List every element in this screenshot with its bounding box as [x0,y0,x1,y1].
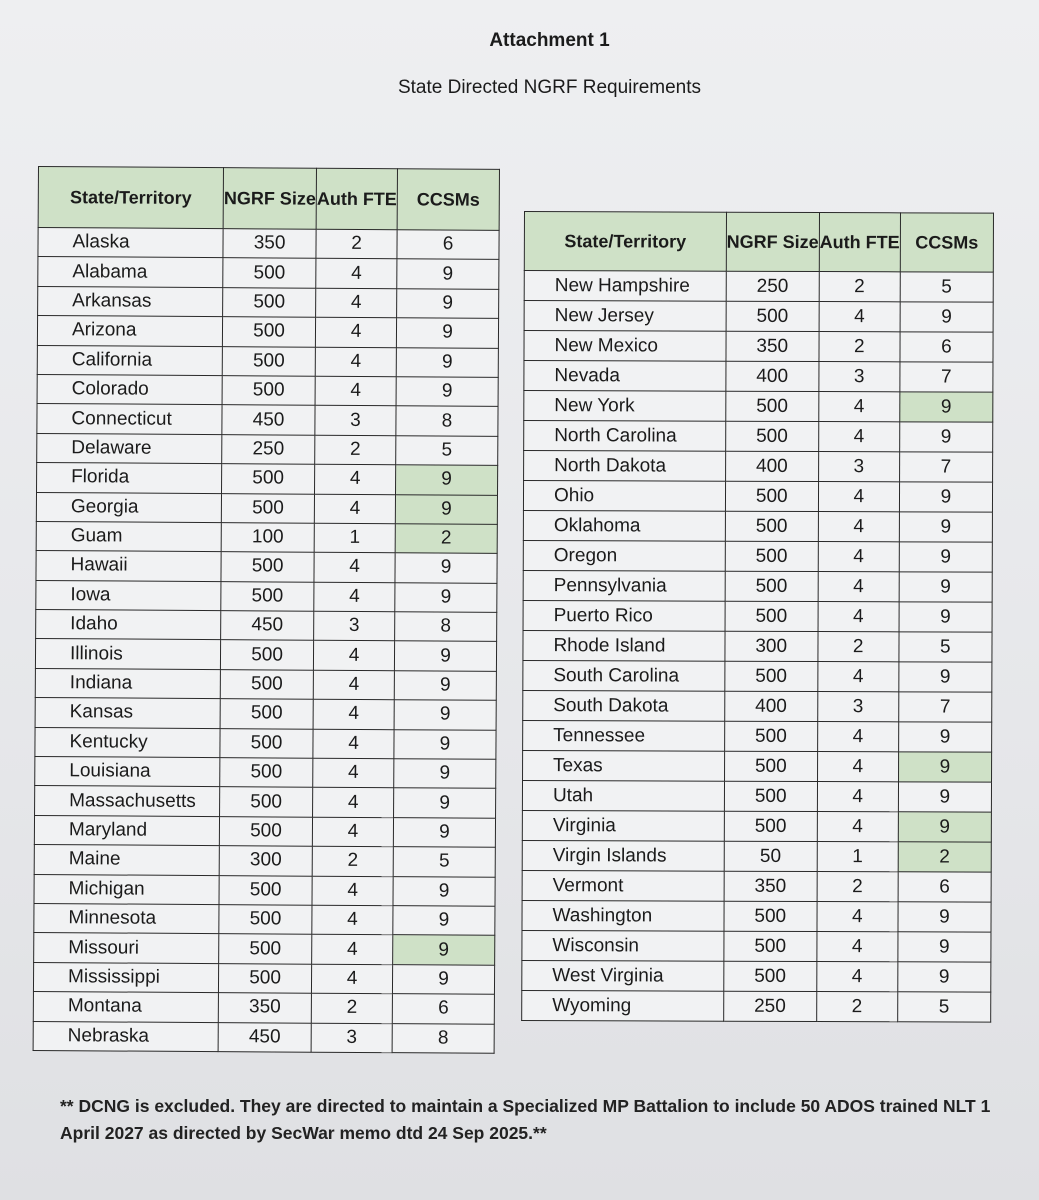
header-auth-fte: Auth FTE [819,213,900,272]
ccsms-cell: 8 [392,1023,494,1053]
ccsms-cell: 9 [899,662,992,692]
ngrf-size-cell: 500 [725,541,818,571]
table-row [523,540,992,572]
ccsms-cell: 7 [900,362,993,392]
auth-fte-cell: 4 [315,317,396,347]
state-cell: Montana [33,992,218,1023]
state-cell: Utah [522,780,724,811]
auth-fte-cell: 4 [312,817,393,847]
ccsms-cell: 9 [900,392,993,422]
ccsms-cell: 7 [898,692,991,722]
table-row [524,361,993,393]
ngrf-size-cell: 250 [222,434,315,464]
table-row [35,639,496,671]
ngrf-size-cell: 500 [724,931,817,961]
auth-fte-cell: 2 [312,846,393,876]
auth-fte-cell: 4 [314,494,395,524]
auth-fte-cell: 4 [313,788,394,818]
table-row [35,698,496,730]
table-row [523,750,992,782]
auth-fte-cell: 4 [313,699,394,729]
table-row [34,815,495,847]
ngrf-size-cell: 500 [219,905,312,935]
ccsms-cell: 2 [898,842,991,872]
ngrf-size-cell: 500 [219,816,312,846]
ngrf-size-cell: 250 [726,271,819,301]
state-cell: New Mexico [524,331,726,362]
ccsms-cell: 9 [898,722,991,752]
state-cell: Oregon [523,540,725,571]
table-row [524,421,993,453]
ccsms-cell: 5 [900,272,993,302]
ngrf-size-cell: 500 [725,601,818,631]
header-ngrf-size: NGRF Size [223,168,316,230]
auth-fte-cell: 4 [316,288,397,318]
ngrf-size-cell: 350 [223,229,316,259]
ngrf-size-cell: 500 [221,552,314,582]
table-row [522,900,991,932]
table-row [38,228,499,260]
table-row [523,600,992,632]
auth-fte-cell: 4 [818,482,899,512]
auth-fte-cell: 4 [315,376,396,406]
table-row [522,930,991,962]
state-cell: Missouri [34,933,219,964]
ccsms-cell: 9 [396,465,498,495]
state-cell: Puerto Rico [523,600,725,631]
auth-fte-cell: 3 [818,452,899,482]
table-body-left [33,228,499,1054]
auth-fte-cell: 4 [817,962,898,992]
ngrf-size-cell: 450 [222,405,315,435]
ngrf-size-cell: 500 [726,301,819,331]
header-state: State/Territory [524,212,726,272]
ngrf-size-cell: 400 [726,361,819,391]
table-row [522,780,991,812]
table-row [522,840,991,872]
table-row [37,345,498,377]
ccsms-cell: 9 [898,932,991,962]
header-auth-fte: Auth FTE [316,168,397,229]
ngrf-size-cell: 500 [220,758,313,788]
state-cell: Guam [36,521,221,552]
ngrf-size-cell: 100 [221,523,314,553]
state-cell: Idaho [36,610,221,641]
table-row [33,962,494,994]
state-cell: Connecticut [37,404,222,435]
auth-fte-cell: 2 [816,992,897,1022]
auth-fte-cell: 4 [818,422,899,452]
ccsms-cell: 9 [396,318,498,348]
auth-fte-cell: 4 [817,812,898,842]
table-row [38,257,499,289]
state-cell: Wyoming [522,990,724,1021]
auth-fte-cell: 4 [818,542,899,572]
state-cell: Rhode Island [523,630,725,661]
table-row [523,690,992,722]
auth-fte-cell: 4 [817,722,898,752]
ccsms-cell: 9 [395,553,497,583]
ccsms-cell: 9 [898,752,991,782]
state-cell: Iowa [36,580,221,611]
state-cell: Arizona [37,316,222,347]
ccsms-cell: 9 [397,288,499,318]
state-cell: Kansas [35,698,220,729]
header-state: State/Territory [38,167,223,229]
ccsms-cell: 5 [899,632,992,662]
ccsms-cell: 9 [395,494,497,524]
requirements-table-left [33,166,500,1054]
state-cell: Washington [522,900,724,931]
state-cell: Mississippi [33,962,218,993]
requirements-table-right [521,211,994,1023]
ccsms-cell: 9 [394,759,496,789]
auth-fte-cell: 4 [315,464,396,494]
table-row [522,870,991,902]
state-cell: Texas [523,750,725,781]
table-row [36,521,497,553]
table-body-right [522,271,994,1023]
ngrf-size-cell: 500 [221,581,314,611]
auth-fte-cell: 1 [817,842,898,872]
auth-fte-cell: 4 [817,752,898,782]
ccsms-cell: 9 [899,542,992,572]
auth-fte-cell: 4 [313,641,394,671]
auth-fte-cell: 4 [312,876,393,906]
auth-fte-cell: 2 [817,872,898,902]
auth-fte-cell: 4 [314,582,395,612]
ngrf-size-cell: 350 [726,331,819,361]
auth-fte-cell: 4 [817,902,898,932]
auth-fte-cell: 4 [313,670,394,700]
ngrf-size-cell: 500 [222,317,315,347]
state-cell: Kentucky [35,727,220,758]
state-cell: Illinois [35,639,220,670]
auth-fte-cell: 4 [818,572,899,602]
ccsms-cell: 9 [394,671,496,701]
auth-fte-cell: 4 [819,392,900,422]
ngrf-size-cell: 500 [221,493,314,523]
ccsms-cell: 6 [397,230,499,260]
state-cell: Virginia [522,810,724,841]
table-row [37,374,498,406]
ccsms-cell: 9 [898,902,991,932]
ccsms-cell: 9 [393,906,495,936]
table-row [523,510,992,542]
state-cell: Pennsylvania [523,570,725,601]
ccsms-cell: 9 [396,377,498,407]
ccsms-cell: 9 [898,782,991,812]
auth-fte-cell: 2 [818,632,899,662]
state-cell: Georgia [36,492,221,523]
state-cell: New Jersey [524,301,726,332]
auth-fte-cell: 2 [311,993,392,1023]
ngrf-size-cell: 400 [724,691,817,721]
auth-fte-cell: 3 [311,1023,392,1053]
state-cell: Nevada [524,361,726,392]
state-cell: Minnesota [34,903,219,934]
auth-fte-cell: 4 [819,302,900,332]
auth-fte-cell: 2 [315,435,396,465]
auth-fte-cell: 4 [313,729,394,759]
table-row [523,481,992,513]
ngrf-size-cell: 500 [220,669,313,699]
table-row [523,660,992,692]
ngrf-size-cell: 500 [724,961,817,991]
ngrf-size-cell: 500 [222,464,315,494]
ccsms-cell: 9 [899,602,992,632]
auth-fte-cell: 1 [314,523,395,553]
table-row [35,727,496,759]
ngrf-size-cell: 500 [223,287,316,317]
auth-fte-cell: 2 [819,332,900,362]
ngrf-size-cell: 500 [223,258,316,288]
header-ccsms: CCSMs [900,213,993,272]
state-cell: Indiana [35,668,220,699]
table-row [522,960,991,992]
ngrf-size-cell: 500 [222,346,315,376]
state-cell: Maryland [34,815,219,846]
state-cell: Massachusetts [35,786,220,817]
table-row [522,990,991,1022]
auth-fte-cell: 3 [817,692,898,722]
ccsms-cell: 9 [395,582,497,612]
auth-fte-cell: 4 [818,602,899,632]
auth-fte-cell: 2 [316,229,397,259]
ccsms-cell: 9 [397,259,499,289]
ngrf-size-cell: 500 [222,376,315,406]
auth-fte-cell: 4 [314,552,395,582]
state-cell: Nebraska [33,1021,218,1052]
state-cell: Hawaii [36,551,221,582]
table-row [524,391,993,423]
ngrf-size-cell: 300 [725,631,818,661]
auth-fte-cell: 4 [817,782,898,812]
table-row [33,1021,494,1053]
table-row [34,933,495,965]
ngrf-size-cell: 500 [725,661,818,691]
footnote: ** DCNG is excluded. They are directed to maintain a Specialized MP Battalion to include 50 ADOS trained NLT 1 April 2027 as directed by SecWar memo dtd 24 Sep 2025.** [60,1096,991,1143]
ccsms-cell: 9 [393,817,495,847]
ngrf-size-cell: 500 [724,721,817,751]
ccsms-cell: 6 [392,994,494,1024]
ngrf-size-cell: 450 [221,611,314,641]
ngrf-size-cell: 500 [726,391,819,421]
ccsms-cell: 9 [392,964,494,994]
table-row [36,492,497,524]
ccsms-cell: 9 [394,700,496,730]
state-cell: Tennessee [523,720,725,751]
ccsms-cell: 9 [394,729,496,759]
ccsms-cell: 9 [899,422,992,452]
table-row [36,610,497,642]
ngrf-size-cell: 450 [218,1022,311,1052]
table-row [34,903,495,935]
table-row [36,551,497,583]
document-subtitle: State Directed NGRF Requirements [397,77,702,98]
table-row [37,433,498,465]
state-cell: New Hampshire [524,271,726,302]
table-row [523,570,992,602]
state-cell: Virgin Islands [522,840,724,871]
ccsms-cell: 9 [899,572,992,602]
ngrf-size-cell: 500 [724,781,817,811]
table-row [524,451,993,483]
auth-fte-cell: 4 [312,905,393,935]
state-cell: Delaware [37,433,222,464]
ngrf-size-cell: 500 [724,811,817,841]
ccsms-cell: 8 [395,612,497,642]
table-row [523,720,992,752]
state-cell: West Virginia [522,960,724,991]
state-cell: Louisiana [35,757,220,788]
table-row [35,757,496,789]
ccsms-cell: 9 [900,302,993,332]
ccsms-cell: 8 [396,406,498,436]
state-cell: North Carolina [524,421,726,452]
ngrf-size-cell: 500 [724,901,817,931]
header-ccsms: CCSMs [397,169,499,231]
ccsms-cell: 6 [898,872,991,902]
ccsms-cell: 9 [899,512,992,542]
auth-fte-cell: 4 [315,347,396,377]
state-cell: Maine [34,845,219,876]
ngrf-size-cell: 400 [725,451,818,481]
ccsms-cell: 5 [393,847,495,877]
ngrf-size-cell: 350 [218,993,311,1023]
state-cell: Florida [37,463,222,494]
state-cell: Vermont [522,870,724,901]
state-cell: Arkansas [38,286,223,317]
ccsms-cell: 7 [899,452,992,482]
table-header-row [524,212,993,273]
ccsms-cell: 9 [393,935,495,965]
ngrf-size-cell: 350 [724,871,817,901]
ngrf-size-cell: 500 [725,511,818,541]
ngrf-size-cell: 500 [219,875,312,905]
auth-fte-cell: 3 [314,611,395,641]
ngrf-size-cell: 500 [220,640,313,670]
auth-fte-cell: 4 [817,932,898,962]
ccsms-cell: 6 [900,332,993,362]
state-cell: Michigan [34,874,219,905]
table-row [35,668,496,700]
ngrf-size-cell: 500 [725,571,818,601]
attachment-title: Attachment 1 [489,30,610,51]
state-cell: Wisconsin [522,930,724,961]
table-row [524,271,993,303]
table-row [37,463,498,495]
ccsms-cell: 9 [393,876,495,906]
header-ngrf-size: NGRF Size [726,212,819,271]
table-row [37,404,498,436]
state-cell: Alaska [38,228,223,259]
ccsms-cell: 9 [394,788,496,818]
auth-fte-cell: 3 [819,362,900,392]
ccsms-cell: 9 [898,812,991,842]
table-row [524,301,993,333]
ngrf-size-cell: 500 [724,751,817,781]
ngrf-size-cell: 300 [219,846,312,876]
ccsms-cell: 5 [396,435,498,465]
ccsms-cell: 5 [897,992,990,1022]
state-cell: South Carolina [523,660,725,691]
auth-fte-cell: 4 [818,512,899,542]
auth-fte-cell: 3 [315,406,396,436]
ngrf-size-cell: 500 [219,934,312,964]
auth-fte-cell: 4 [818,662,899,692]
state-cell: Alabama [38,257,223,288]
table-row [36,580,497,612]
ngrf-size-cell: 250 [723,991,816,1021]
table-row [34,845,495,877]
state-cell: New York [524,391,726,422]
table-row [38,286,499,318]
ccsms-cell: 9 [898,962,991,992]
ngrf-size-cell: 500 [220,787,313,817]
auth-fte-cell: 4 [312,964,393,994]
table-row [34,874,495,906]
ngrf-size-cell: 500 [725,421,818,451]
table-row [35,786,496,818]
state-cell: South Dakota [523,690,725,721]
ccsms-cell: 9 [396,347,498,377]
auth-fte-cell: 4 [316,259,397,289]
ccsms-cell: 9 [394,641,496,671]
ccsms-cell: 2 [395,524,497,554]
auth-fte-cell: 2 [819,272,900,302]
table-row [33,992,494,1024]
state-cell: California [37,345,222,376]
state-cell: North Dakota [524,451,726,482]
table-row [522,810,991,842]
ngrf-size-cell: 500 [220,728,313,758]
ngrf-size-cell: 500 [725,481,818,511]
table-row [524,331,993,363]
state-cell: Ohio [523,481,725,512]
table-row [37,316,498,348]
auth-fte-cell: 4 [312,935,393,965]
ccsms-cell: 9 [899,482,992,512]
table-header-row [38,167,499,231]
ngrf-size-cell: 500 [218,963,311,993]
ngrf-size-cell: 50 [724,841,817,871]
state-cell: Oklahoma [523,510,725,541]
ngrf-size-cell: 500 [220,699,313,729]
auth-fte-cell: 4 [313,758,394,788]
table-row [523,630,992,662]
state-cell: Colorado [37,374,222,405]
